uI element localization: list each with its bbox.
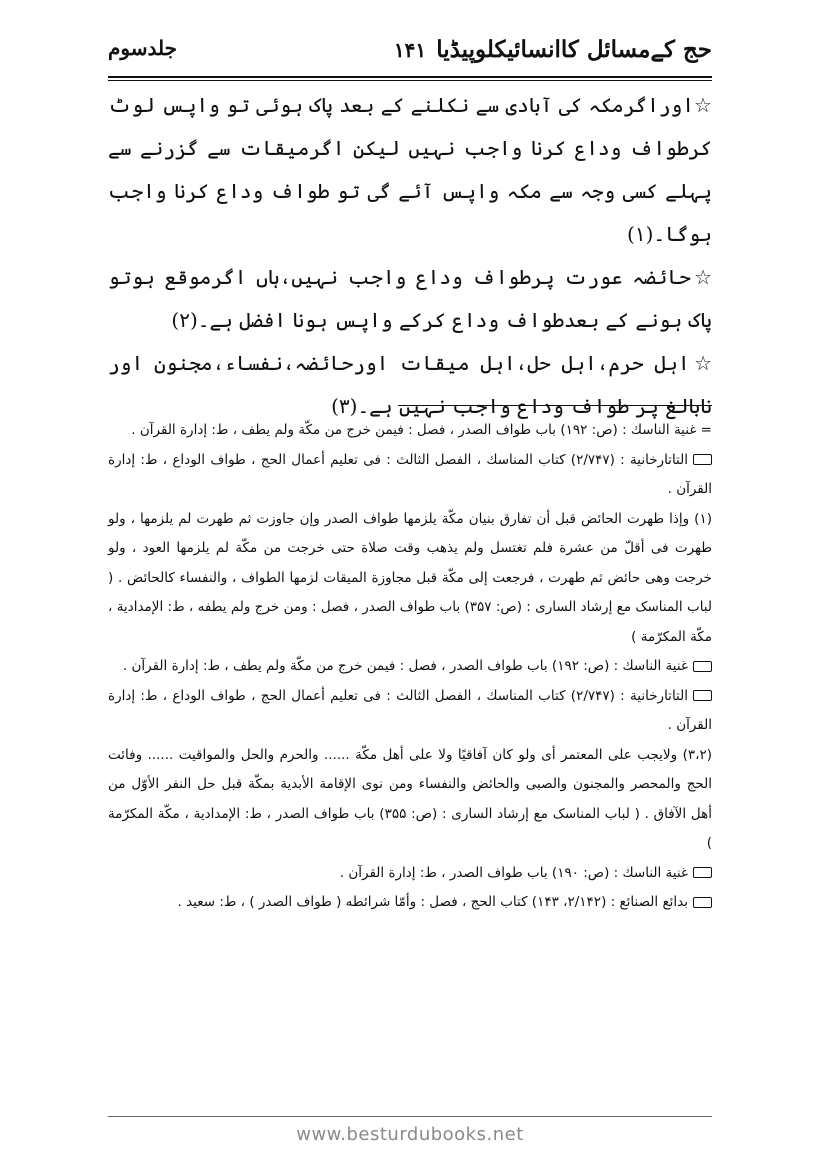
book-title: حج کےمسائل کاانسائیکلوپیڈیا	[436, 36, 712, 63]
footnote	[108, 888, 712, 918]
footnote-text: غنية الناسك : (ص: ۱۹۰) باب طواف الصدر ، ط: إدارة القرآن .	[339, 864, 688, 881]
book-icon	[693, 454, 712, 465]
book-icon	[693, 661, 712, 672]
footnote	[108, 652, 712, 682]
footnotes	[108, 416, 712, 918]
paragraph: ☆اہل حرم،اہل حل،اہل میقات اورحائضہ،نفساء،مجنون اور نابالغ پر طواف وداع واجب نہیں ہے۔(۳)	[108, 351, 712, 418]
footnote: (۳،۲) ولايجب على المعتمر أی ولو كان آفاقيًا ولا على أهل مكّة ...... والحرم والحل والمواقيت ...... وفائت الحج والمحصر والمجنون والصبی والحائض والنفساء ومن نوى الإقامة الأبدية بمكّة قبل حل النفر الأوّل من أهل الآفاق . ( لباب المناسک مع إرشاد الساری : (ص: ۳۵۵) باب طواف الصدر ، ط: الإمدادية ، مكّة المكرّمة )	[108, 746, 712, 851]
footnote: (۱) وإذا طهرت الحائض قبل أن تفارق بنيان مكّة يلزمها طواف الصدر وإن جاوزت ثم طهرت لم يلزمها ، ولو طهرت فی أقلّ من عشرة فلم تغتسل ولم يذهب وقت صلاة حتى خرجت من مكّة لم يلزمها العود ، ولو خرجت وهی حائض ثم طهرت ، فرجعت إلى مكّة قبل مجاوزة الميقات لزمها الطواف ، والنفساء كالحائض . ( لباب المناسک مع إرشاد الساری : (ص: ۳۵۷) باب طواف الصدر ، فصل : ومن خرج ولم يطفه ، ط: الإمدادية ، مكّة المكرّمة )	[108, 510, 712, 645]
footnote-text: التاتارخانية : (۲/۷۴۷) كتاب المناسك ، الفصل الثالث : فی تعلیم أعمال الحج ، طواف الوداع ، ط: إدارة القرآن .	[108, 451, 712, 497]
footnote-divider	[398, 405, 712, 406]
footnote-text: التاتارخانية : (۲/۷۴۷) كتاب المناسك ، الفصل الثالث : فی تعلیم أعمال الحج ، طواف الوداع ، ط: إدارة القرآن .	[108, 687, 712, 733]
footnote-text: بدائع الصنائع : (۲/۱۴۲، ۱۴۳) كتاب الحج ، فصل : وأمّا شرائطه ( طواف الصدر ) ، ط: سعيد .	[177, 894, 688, 910]
header-divider	[108, 76, 712, 78]
footnote	[108, 859, 712, 889]
paragraph: ☆اوراگرمکہ کی آبادی سے نکلنے کے بعد پاک ہوئی تو واپس لوٹ کرطواف وداع کرنا واجب نہیں لیکن اگرمیقات سے گزرنے سے پہلے کسی وجہ سے مکہ واپس آئے گی تو طواف وداع کرنا واجب ہوگا۔(۱)	[108, 93, 712, 246]
footnote-text: غنية الناسك : (ص: ۱۹۲) باب طواف الصدر ، فصل : فيمن خرج من مكّة ولم يطف ، ط: إدارة القرآن .	[122, 658, 688, 674]
footnote: = غنية الناسك : (ص: ۱۹۲) باب طواف الصدر ، فصل : فيمن خرج من مكّة ولم يطف ، ط: إدارة القرآن .	[131, 422, 712, 438]
main-text	[108, 84, 712, 428]
book-icon	[693, 690, 712, 701]
volume-label: جلدسوم	[108, 36, 177, 60]
footnote	[108, 446, 712, 505]
book-icon	[693, 897, 712, 908]
paragraph: ☆حائضہ عورت پرطواف وداع واجب نہیں،ہاں اگرموقع ہوتو پاک ہونے کے بعدطواف وداع کرکے واپس ہونا افضل ہے۔(۲)	[108, 265, 712, 332]
page-number: ۱۴۱	[393, 38, 427, 62]
website-url[interactable]: www.besturdubooks.net	[296, 1124, 524, 1145]
header-divider-thin	[108, 80, 712, 81]
page-header	[108, 34, 712, 74]
footer-divider	[108, 1116, 712, 1117]
book-icon	[693, 867, 712, 878]
footnote	[108, 682, 712, 741]
